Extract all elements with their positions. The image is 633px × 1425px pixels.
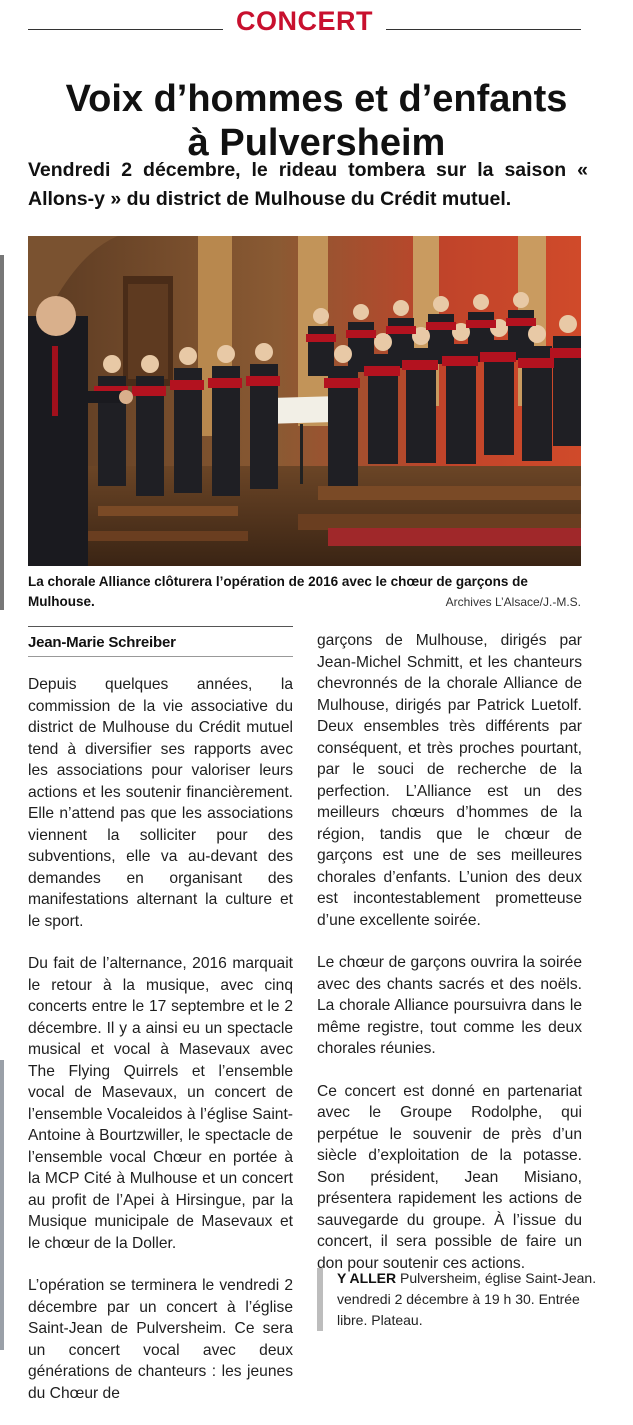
info-tag: Y ALLER (337, 1270, 397, 1286)
paragraph: Le chœur de garçons ouvrira la soirée avec des chants sacrés et des noëls. La chorale Alliance poursuivra dans le même registre, tout comme les deux chorales réunies. (317, 954, 582, 1057)
headline-line-2: à Pulversheim (187, 122, 446, 165)
article-headline (20, 77, 613, 165)
paragraph: Du fait de l’alternance, 2016 marquait le retour à la musique, avec cinq concerts entre le 17 septembre et le 2 décembre. Il y a ainsi eu un spectacle musical et vocal à Masevaux avec The Flying Quirrels et l’ensemble vocal de Masevaux, un concert de l’ensemble Vocaleidos à l’église Saint-Antoine à Bourtzwiller, le spectacle de l’ensemble vocal Chœur en portée à la MCP Cité à Mulhouse et un concert au profit de l’Apei à Hirsingue, par la Musique municipale de Masevaux et le chœur de la Doller. (28, 955, 293, 1252)
paragraph: Ce concert est donné en partenariat avec le Groupe Rodolphe, qui perpétue le souvenir de près d’un siècle d’exploitation de la potasse. Son président, Jean Misiano, présentera rapidement les actions de sauvegarde du groupe. À l’issue du concert, il sera possible de faire un don pour soutenir ces actions. (317, 1082, 582, 1272)
caption-text: La chorale Alliance clôturera l’opération de 2016 avec le chœur de garçons de Mulhouse. (28, 574, 528, 609)
article-standfirst: Vendredi 2 décembre, le rideau tombera sur la saison « Allons-y » du district de Mulhouse du Crédit mutuel. (28, 159, 588, 210)
rubric-header (28, 6, 581, 40)
headline-line-1: Voix d’hommes et d’enfants (65, 78, 568, 121)
choir-photo-illustration (28, 236, 581, 566)
rubric-divider-right (386, 29, 581, 30)
adjacent-article-edge (0, 1060, 4, 1350)
rubric-label: CONCERT (236, 6, 373, 36)
author-byline: Jean-Marie Schreiber (28, 634, 176, 651)
body-column-1 (28, 674, 293, 1425)
article-photo (28, 236, 581, 566)
paragraph: L’opération se terminera le vendredi 2 décembre par un concert à l’église Saint-Jean de Pulversheim. Ce sera un concert vocal avec deux générations de chanteurs : les jeunes du Chœur de (28, 1277, 293, 1402)
body-column-2 (317, 630, 582, 1295)
adjacent-article-edge (0, 255, 4, 610)
photo-credit: Archives L’Alsace/J.-M.S. (445, 595, 581, 609)
paragraph: garçons de Mulhouse, dirigés par Jean-Michel Schmitt, et les chanteurs chevronnés de la chorale Alliance de Mulhouse, dirigés par Patrick Luetolf. Deux ensembles très différents par conséquent, et très proches pourtant, par le souci de recherche de la perfection. L’Alliance est un des meilleurs chœurs d’hommes de la région, tandis que le chœur de garçons est une de ses meilleures chorales d’enfants. L’union des deux est incontestablement prometteuse d’une excellente soirée. (317, 632, 582, 929)
paragraph: Depuis quelques années, la commission de la vie associative du district de Mulhouse du Crédit mutuel tend à diversifier ses rapports avec les associations pour valoriser leurs actions et les soutenir financièrement. Elle n’attend pas que les associations viennent la solliciter pour des subventions, elle va au-devant des demandes en organisant des manifestations alternant la culture et le sport. (28, 676, 293, 930)
byline-rule-top (28, 626, 293, 627)
practical-info-box (317, 1268, 603, 1331)
byline-rule-bottom (28, 656, 293, 657)
info-text: Pulversheim, église Saint-Jean. vendredi 2 décembre à 19 h 30. Entrée libre. Plateau. (337, 1270, 597, 1328)
